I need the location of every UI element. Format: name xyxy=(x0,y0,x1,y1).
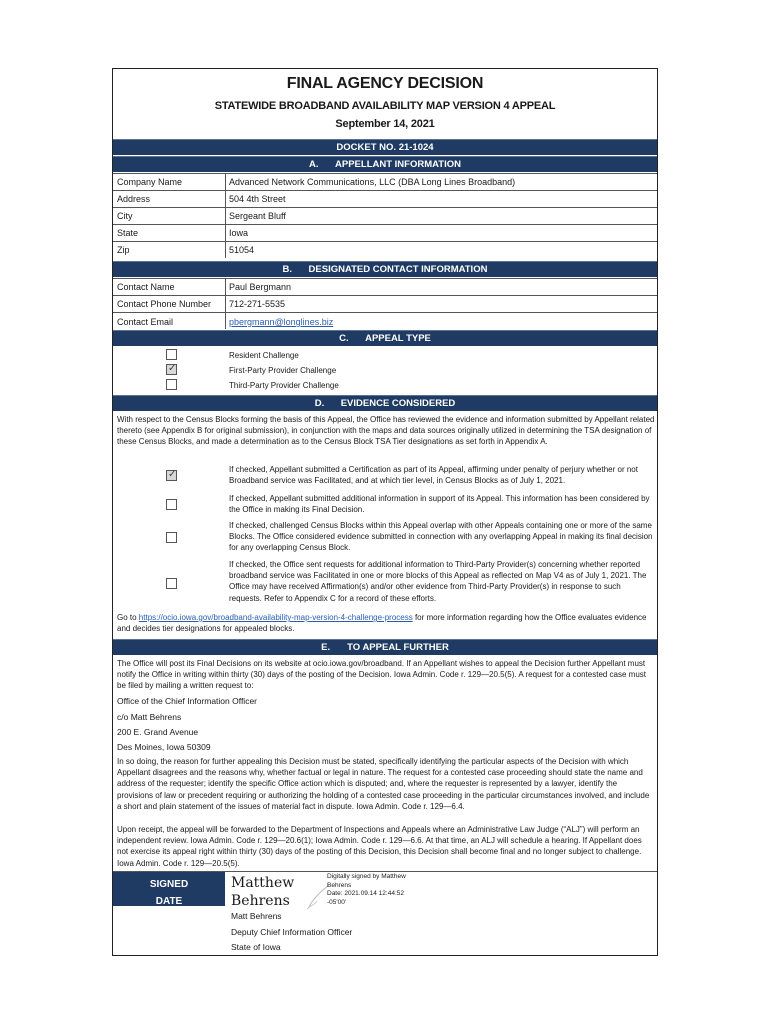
section-d-letter: D. xyxy=(314,398,325,409)
row-label: State xyxy=(117,228,139,238)
section-d-title: EVIDENCE CONSIDERED xyxy=(340,398,456,409)
digital-line: -05'00' xyxy=(327,898,347,906)
section-a-letter: A. xyxy=(309,159,319,170)
row-contact-email xyxy=(113,312,657,329)
signer-org: State of Iowa xyxy=(231,942,281,952)
signature-last-name: Behrens xyxy=(231,893,290,909)
section-e-header xyxy=(113,639,657,655)
row-value: Iowa xyxy=(229,228,249,238)
document-date: September 14, 2021 xyxy=(335,118,435,130)
signer-role: Deputy Chief Information Officer xyxy=(231,927,353,937)
row-label: Address xyxy=(117,194,151,204)
row-label: Contact Phone Number xyxy=(117,299,212,309)
signature-name xyxy=(231,874,294,910)
section-a-header xyxy=(113,156,657,172)
section-b-letter: B. xyxy=(282,264,293,275)
row-company-name xyxy=(113,173,657,190)
section-a-title: APPELLANT INFORMATION xyxy=(335,159,461,170)
contact-email-link[interactable]: pbergmann@longlines.biz xyxy=(229,317,334,327)
mailing-address-line: 200 E. Grand Avenue xyxy=(117,727,199,737)
evidence-item: If checked, Appellant submitted a Certification as part of its Appeal, affirming under penalty of perjury whether or not Broadband service was Facilitated, and at which tier level, in Census Blocks as of July 1, 2021. xyxy=(229,465,638,486)
row-contact-name xyxy=(113,278,657,295)
section-b-title: DESIGNATED CONTACT INFORMATION xyxy=(308,264,488,275)
row-contact-phone xyxy=(113,295,657,312)
challenge-process-link[interactable]: https://ocio.iowa.gov/broadband-availability-map-version-4-challenge-process xyxy=(138,613,413,622)
document-subtitle: STATEWIDE BROADBAND AVAILABILITY MAP VERSION 4 APPEAL xyxy=(214,100,556,112)
row-label: Company Name xyxy=(117,177,183,187)
appeal-requirements: In so doing, the reason for further appealing this Decision must be stated, specifically identifying the particular aspects of the Decision with which Appellant disagrees and the reasons why, whether factual or legal in nature. The request for a contested case proceeding should state the name and address of the requester; identify the specific Office action which is disputed; and, where the requester is represented by a lawyer, identify the provisions of law or precedent requiring or authorizing the holding of a contested case proceeding in the particular circumstances involved, and include a short and plain statement of the issues of material fact in dispute. Iowa Admin. Code r. 129—6.4. xyxy=(117,757,650,811)
section-c-header xyxy=(113,330,657,346)
row-state xyxy=(113,224,657,241)
signer-name: Matt Behrens xyxy=(231,911,282,921)
appeal-review-process: Upon receipt, the appeal will be forwarded to the Department of Inspections and Appeals where an Administrative Law Judge (“ALJ”) will perform an independent review. Iowa Admin. Code r. 129—20.6(1); Iowa Admin. Code r. 129—6.6. At that time, an ALJ will schedule a hearing. If Appellant does not exercise its appeal right within thirty (30) days of the posting of this Decision, this Decision shall become final and no longer subject to challenge. Iowa Admin. Code r. 129—20.5(5). xyxy=(117,825,642,868)
section-c-letter: C. xyxy=(339,333,349,344)
section-e-title: TO APPEAL FURTHER xyxy=(347,642,449,653)
row-label: Zip xyxy=(117,245,130,255)
row-value: 504 4th Street xyxy=(229,194,286,204)
resident-challenge-checkbox[interactable] xyxy=(166,349,177,360)
third-party-requests-checkbox[interactable] xyxy=(166,578,177,589)
document-title: FINAL AGENCY DECISION xyxy=(286,75,484,92)
section-b-header xyxy=(113,261,657,277)
appeal-type-label: Resident Challenge xyxy=(229,351,299,360)
mailing-address-line: c/o Matt Behrens xyxy=(117,712,182,722)
first-party-checkbox[interactable] xyxy=(166,364,177,375)
digital-signature-stamp xyxy=(327,873,406,907)
additional-info-checkbox[interactable] xyxy=(166,499,177,510)
date-label: DATE xyxy=(155,896,183,907)
evidence-item: If checked, Appellant submitted additional information in support of its Appeal. This information has been considered by the Office in making its Final Decision. xyxy=(229,494,650,515)
signed-label: SIGNED xyxy=(149,879,189,890)
row-value: 712-271-5535 xyxy=(229,299,286,309)
evidence-item: If checked, challenged Census Blocks within this Appeal overlap with other Appeals containing one or more of the same Blocks. The Office considered evidence submitted in connection with any overlapping Appeal in making its final decision for any overlapping Census Block. xyxy=(229,521,653,553)
evidence-intro: With respect to the Census Blocks forming the basis of this Appeal, the Office has reviewed the evidence and information submitted by Appellant related thereto (see Appendix B for original submission), in conjunction with the maps and data sources originally utilized in determining the TSA designation of these Census Blocks, and made a determination as to the Census Block TSA Tier designations as set forth in Appendix A. xyxy=(117,415,655,447)
row-value: 51054 xyxy=(229,245,255,255)
row-city xyxy=(113,207,657,224)
row-address xyxy=(113,190,657,207)
appeal-instructions: The Office will post its Final Decisions on its website at ocio.iowa.gov/broadband. If an Appellant wishes to appeal the Decision further Appellant must notify the Office in writing within thirty (30) days of the posting of the Decision. Iowa Admin. Code r. 129—20.5(5). A request for a contested case must be filed by mailing a written request to: xyxy=(117,659,647,691)
evidence-goto xyxy=(117,612,655,634)
evidence-item: If checked, the Office sent requests for additional information to Third-Party Provider(s) concerning whether reported broadband service was Facilitated in one or more blocks of this Appeal as reflected on Map V4 as of July 1, 2021. The Office may have received Affirmation(s) and/or other evidence from Third-Party Provider(s) in response to such requests. Refer to Appendix C for a record of these efforts. xyxy=(229,560,647,603)
row-label: Contact Name xyxy=(117,282,175,292)
third-party-checkbox[interactable] xyxy=(166,379,177,390)
certification-checkbox[interactable] xyxy=(166,470,177,481)
goto-prefix: Go to xyxy=(117,613,139,622)
digital-line: Digitally signed by Matthew xyxy=(327,873,406,880)
digital-line: Date: 2021.09.14 12:44:52 xyxy=(327,890,404,897)
section-d-header xyxy=(113,395,657,411)
decision-form xyxy=(112,68,658,956)
goto-suffix: for more information regarding how the Office evaluates evidence and decides tier designations for appealed blocks. xyxy=(117,613,647,634)
section-c-title: APPEAL TYPE xyxy=(365,333,431,344)
signature-first-name: Matthew xyxy=(231,875,295,891)
mailing-address-line: Office of the Chief Information Officer xyxy=(117,696,258,706)
row-value: Advanced Network Communications, LLC (DBA Long Lines Broadband) xyxy=(229,177,516,187)
signed-date-labels xyxy=(113,872,225,906)
row-value: Paul Bergmann xyxy=(229,282,292,292)
digital-line: Behrens xyxy=(327,881,352,889)
mailing-address-line: Des Moines, Iowa 50309 xyxy=(117,742,211,752)
overlap-checkbox[interactable] xyxy=(166,532,177,543)
appeal-type-label: Third-Party Provider Challenge xyxy=(229,381,339,390)
docket-band xyxy=(113,139,657,155)
row-value: Sergeant Bluff xyxy=(229,211,286,221)
docket-number: DOCKET NO. 21-1024 xyxy=(336,142,434,153)
row-zip xyxy=(113,241,657,258)
section-e-letter: E. xyxy=(321,642,331,653)
row-label: City xyxy=(117,211,133,221)
row-label: Contact Email xyxy=(117,317,174,327)
appeal-type-label: First-Party Provider Challenge xyxy=(229,366,337,375)
